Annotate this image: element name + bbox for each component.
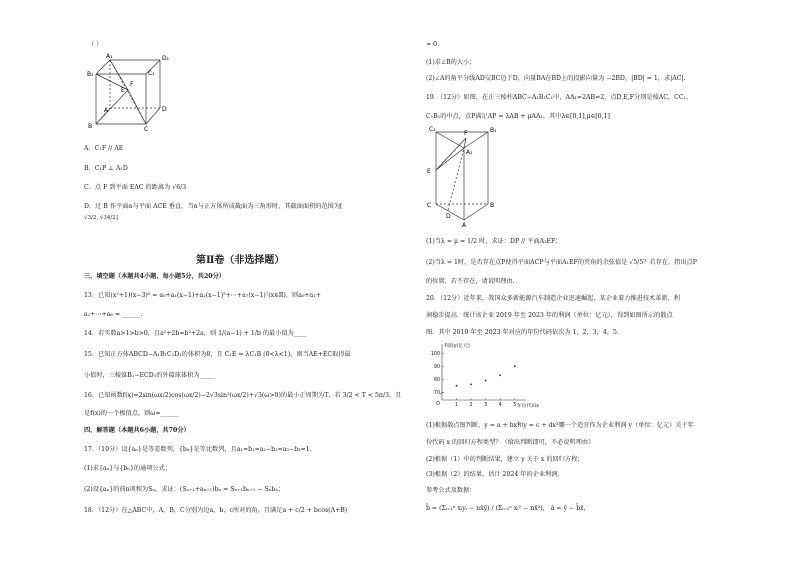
question-13: 13．已知(x²+1)(x−3)⁵ = a₀+a₁(x−1)+a₂(x−1)²+⋯+a₇(x−1)⁷(x∈R)，则a₀+a₁+ — [84, 292, 321, 299]
option-b: B．C₁P ⊥ A₁D — [84, 165, 128, 172]
question-14: 14．若实数a>1>b>0，且a²+2b=b²+2a，则 1/(a−1) + 1/b 的最小值为____ — [84, 330, 307, 337]
question-18: 18．（12分）在△ABC中，A，B，C分别为边a，b，c所对的角，且满足a + c/2 + bcos(A+B) — [84, 507, 348, 514]
scatter-point — [514, 365, 516, 367]
question-20: 20．（12分）近年来，我国众多新能源汽车制造企业迅速崛起，某企业着力推进技术革新，利 — [426, 295, 680, 302]
question-15: 15．已知正方体ABCD−A₁B₁C₁D₁的体积为8，且 C₁E = λC₁B (0<λ<1)，则当AE+EC取得最 — [84, 351, 351, 358]
cube-label-a: A — [104, 107, 109, 114]
cube-figure — [84, 50, 184, 132]
x-tick-label: 2 — [469, 403, 473, 408]
formula-b — [426, 505, 590, 513]
cube-label-b: B — [88, 123, 93, 130]
scatter-point — [485, 380, 487, 382]
cube-label-d: D — [162, 106, 167, 113]
option-d-range: √3/2, √34/2] — [84, 215, 118, 221]
y-axis-label: 利润y(亿元) — [444, 344, 470, 349]
prism-label-a1: A₁ — [466, 149, 473, 156]
question-19-part1: (1)当λ = μ = 1/2 时，求证：DP // 平面A₁EF； — [426, 238, 562, 245]
question-20-part3: (3)根据（2）的结果，估计 2024 年的企业利润． — [426, 471, 564, 478]
scatter-chart — [426, 340, 540, 410]
origin-label: O — [436, 402, 440, 407]
question-20-part1: (1)根据散点图判断，y = a + bx和y = c + dx³哪一个适宜作为企业利润 y（单位：亿元）关于年 — [426, 422, 694, 429]
prism-figure — [426, 122, 506, 228]
x-tick-label: 5 — [513, 403, 517, 408]
reference-formula-heading: 参考公式及数据： — [426, 487, 476, 494]
formula-b-text: b̂ = (Σᵢ₌₁ⁿ xᵢyᵢ − nx̄ȳ) / (Σᵢ₌₁ⁿ xᵢ² − nx̄²)， — [426, 505, 549, 512]
question-20-line2: 润稳步提高．统计该企业 2019 年至 2023 年的利润（单位：亿元），得到如图所示的散点 — [426, 312, 673, 319]
q18-continued: = 0. — [426, 41, 440, 48]
prism-label-f: F — [464, 130, 468, 137]
scatter-point — [499, 374, 501, 376]
question-19: 19．（12分）如图，在正三棱柱ABC−A₁B₁C₁中，AA₁=2AB=2，点D,E,F分别是棱AC，CC₁， — [426, 94, 693, 101]
question-20-line3: 图．其中 2019 年至 2023 年对应的年份代码依次为 1，2，3，4，5． — [426, 329, 624, 336]
cube-label-c1: C₁ — [148, 70, 155, 77]
scatter-point — [456, 385, 458, 387]
cube-label-e: E — [121, 87, 125, 94]
cube-label-f: F — [130, 81, 134, 88]
formula-a-text: â = ȳ − b̂x̄， — [550, 505, 590, 512]
prism-label-d: D — [446, 213, 451, 220]
question-18-part2: (2)∠A的角平分线AD交BC边于D，向量BA在BD上的投影向量为 −2BD，|BD| = 1，求|AC|. — [426, 75, 686, 82]
question-16: 16．已知函数f(x)=2sin(ωx/2)cos(ωx/2)−2√3sin²(ωx/2)+√3(ω>0)的最小正周期为T，若 3/2 < T < 5π/3，且 — [84, 392, 402, 399]
question-19-part2-cont: 的位置，若不存在，请说明理由. — [426, 278, 515, 285]
question-17-part2: (2)设{aₙ}的前n项和为Sₙ，求证：(Sₙ₊₁+aₙ₊₁)bₙ = Sₙ₊₁bₙ₊₁ − Sₙbₙ； — [84, 486, 285, 493]
prism-label-e: E — [427, 168, 431, 175]
prism-label-b1: B₁ — [490, 127, 497, 134]
y-tick-label: 80 — [433, 377, 440, 383]
part2-title: 第Ⅱ卷（非选择题） — [196, 255, 285, 266]
question-13-cont: a₂+⋯+a₆ = ______. — [84, 311, 143, 318]
option-a: A．C₁F // AE — [84, 145, 124, 152]
question-18-part1: (1)求∠B的大小； — [426, 59, 476, 66]
x-tick-label: 3 — [484, 403, 488, 408]
x-axis-label: 年份代码x — [516, 404, 540, 409]
cube-label-d1: D₁ — [162, 55, 170, 62]
option-d: D．过 B 作平面α与平面 ACE 垂直，当α与正方体所成截面为三角形时，其截面面积的范围为[ — [84, 203, 343, 210]
x-tick-label: 4 — [498, 403, 502, 408]
x-tick-label: 1 — [455, 403, 459, 408]
prism-label-c1: C₁ — [429, 126, 436, 133]
question-20-part1-cont: 份代码 x 的回归方程类型？（给出判断即可，不必说明理由） — [426, 439, 595, 446]
question-17-part1: (1)求{aₙ}与{bₙ}的通项公式； — [84, 465, 172, 472]
y-tick-label: 100 — [430, 351, 440, 357]
answer-paren: （ ） — [88, 41, 103, 48]
prism-label-b: B — [490, 202, 495, 209]
prism-label-a: A — [462, 222, 467, 229]
question-20-part2: (2)根据（1）中的判断结果，建立 y 关于 x 的回归方程； — [426, 456, 584, 463]
question-19-cont: C₁B₁的中点，点P满足AP = λAB + μAA₁，其中λ∈[0,1],μ∈[0,1] — [426, 113, 610, 120]
question-17: 17．（10分）设{aₙ}是等差数列，{bₙ}是等比数列，且a₁=b₁=a₂−b₂=a₃−b₃=1. — [84, 446, 312, 453]
prism-label-c: C — [427, 202, 432, 209]
cube-label-b1: B₁ — [87, 71, 94, 78]
y-tick-label: 90 — [433, 364, 440, 370]
section4-heading: 四、解答题（本题共6小题，共70分） — [84, 427, 190, 434]
question-16-cont: 是f(x)的一个极值点，则ω=______ — [84, 410, 180, 417]
option-c: C．点 F 到平面 EAC 的距离为 √6/3 — [84, 184, 187, 191]
question-15-cont: 小值时，三棱锥B₁−ECD₁的外接球体积为_____ — [84, 372, 215, 379]
scatter-point — [470, 384, 472, 386]
question-19-part2: (2)当λ = 1时，是否存在点P使得平面ACP与平面A₁EF的夹角的余弦值是 √5/5？若存在，指出点P — [426, 259, 697, 266]
cube-label-a1: A₁ — [106, 53, 113, 60]
y-tick-label: 70 — [433, 390, 440, 396]
section3-heading: 三、填空题（本题共4小题，每小题5分，共20分） — [84, 273, 225, 280]
cube-label-c: C — [144, 126, 149, 133]
